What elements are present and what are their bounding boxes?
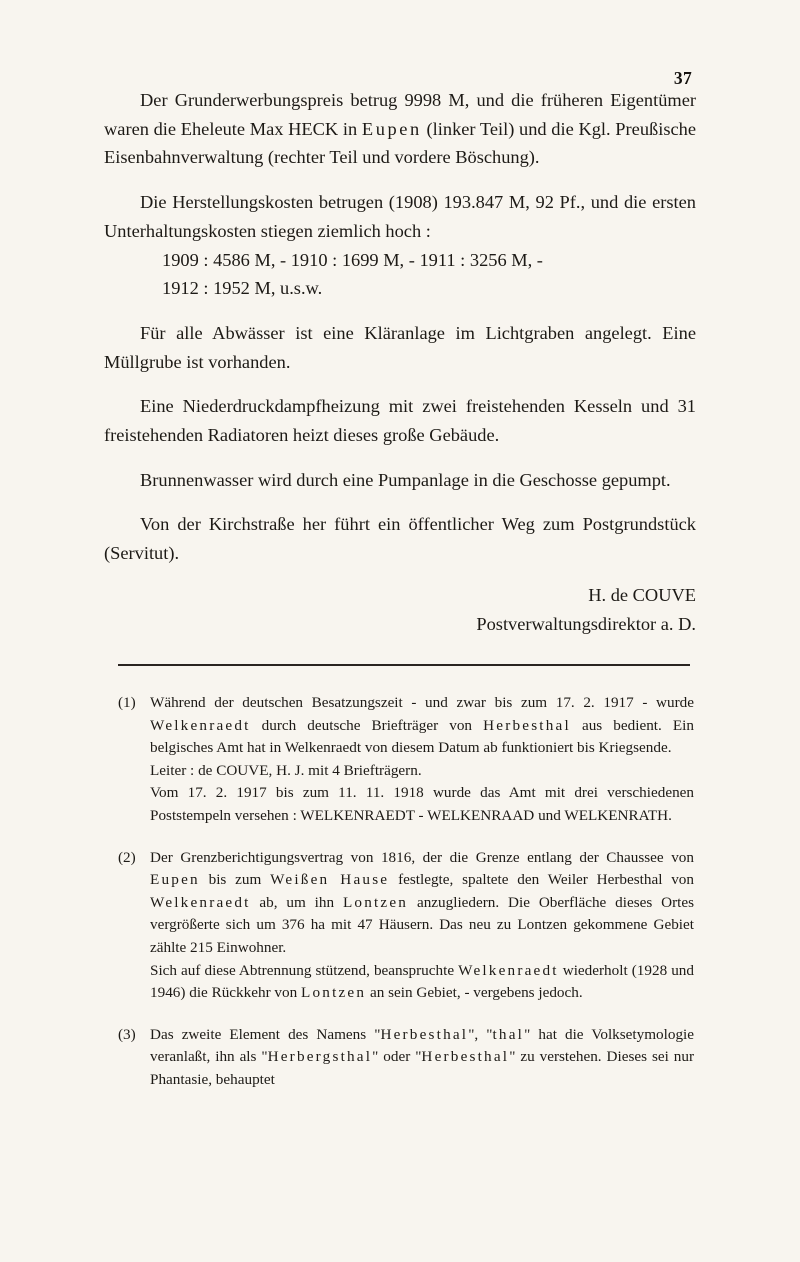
placename-lontzen: Lontzen xyxy=(342,893,409,911)
page-number: 37 xyxy=(673,68,692,88)
name-thal: thal xyxy=(492,1025,525,1043)
fn2-text-a: Der Grenzberichtigungsvertrag von 1816, der die Grenze entlang der Chaussee von xyxy=(150,848,694,866)
paragraph-3: Für alle Abwässer ist eine Kläranlage im Lichtgraben angelegt. Eine Müllgrube ist vorhanden. xyxy=(104,322,696,372)
footnote-2-paragraph-2 xyxy=(150,960,694,1005)
fn2b-text-c: an sein Gebiet, - vergebens jedoch. xyxy=(366,984,583,1002)
paragraph-1-part-a: Der Grunderwerbungspreis betrug 9998 M, und die früheren Eigentümer waren die Eheleute Max HECK in xyxy=(104,90,696,139)
paragraph-5: Brunnenwasser wird durch eine Pumpanlage in die Geschosse gepumpt. xyxy=(140,469,671,490)
fn3-text-c: " hat die Volksetymologie veranlaßt, ihn als " xyxy=(150,1025,694,1066)
footnote-divider xyxy=(118,664,690,666)
footnote-2 xyxy=(118,847,694,1005)
signature-name: H. de COUVE xyxy=(588,585,696,605)
placename-eupen: Eupen xyxy=(361,118,422,139)
footnote-2-marker: (2) xyxy=(118,848,136,866)
footnotes-section xyxy=(118,692,694,1092)
placename-eupen-fn: Eupen xyxy=(150,871,200,889)
fn2-text-e: anzugliedern. Die Oberfläche dieses Ortes vergrößerte sich um 376 ha mit 47 Häusern. Das neu zu Lontzen gekommene Gebiet zählte 215 Einwohner. xyxy=(150,893,695,956)
paragraph-2: Die Herstellungskosten betrugen (1908) 193.847 M, 92 Pf., und die ersten Unterhaltungskosten stiegen ziemlich hoch : xyxy=(104,192,696,241)
footnote-1-paragraph-2: Leiter : de COUVE, H. J. mit 4 Briefträgern. xyxy=(150,761,422,779)
footnote-1 xyxy=(118,692,694,828)
fn2b-text-a: Sich auf diese Abtrennung stützend, beanspruchte xyxy=(150,961,459,979)
fn1-text-c: aus bedient. Ein belgisches Amt hat in Welkenraedt von diesem Datum ab funktioniert bis Kriegsende. xyxy=(150,716,694,757)
fn3-text-e: " zu verstehen. Dieses sei nur Phantasie, behauptet xyxy=(150,1048,694,1088)
paragraph-4: Eine Niederdruckdampfheizung mit zwei freistehenden Kesseln und 31 freistehenden Radiatoren heizt dieses große Gebäude. xyxy=(104,396,696,446)
name-herbesthal-2: Herbesthal xyxy=(421,1048,510,1066)
signature-title: Postverwaltungsdirektor a. D. xyxy=(476,614,696,634)
placename-welkenraedt-fn2: Welkenraedt xyxy=(150,893,251,911)
cost-years-line-2: 1912 : 1952 M, u.s.w. xyxy=(162,278,323,299)
fn3-text-b: ", " xyxy=(468,1025,493,1043)
fn2b-text-b: wiederholt (1928 und 1946) die Rückkehr von xyxy=(150,961,694,1002)
name-herbergsthal: Herbergsthal xyxy=(267,1048,373,1066)
fn1-text-a: Während der deutschen Besatzungszeit - und zwar bis zum 17. 2. 1917 - wurde xyxy=(150,694,694,711)
fn2-text-b: bis zum xyxy=(199,871,271,889)
signature-block xyxy=(104,581,696,639)
cost-years-line-1: 1909 : 4586 M, - 1910 : 1699 M, - 1911 : 3256 M, - xyxy=(162,249,543,270)
fn1-text-b: durch deutsche Briefträger von xyxy=(250,716,484,734)
placename-welkenraedt: Welkenraedt xyxy=(150,716,251,734)
footnote-3-paragraph-1 xyxy=(150,1024,694,1092)
paragraph-6: Von der Kirchstraße her führt ein öffentlicher Weg zum Postgrundstück (Servitut). xyxy=(104,514,696,564)
name-herbesthal-1: Herbesthal xyxy=(380,1025,469,1043)
placename-lontzen-fn2b: Lontzen xyxy=(301,984,367,1002)
footnote-1-marker: (1) xyxy=(118,694,136,711)
fn3-text-d: " oder " xyxy=(372,1048,422,1066)
placename-welkenraedt-fn2b: Welkenraedt xyxy=(458,961,559,979)
placename-herbesthal: Herbesthal xyxy=(483,716,571,734)
footnote-3 xyxy=(118,1024,694,1092)
footnote-3-marker: (3) xyxy=(118,1025,136,1043)
paragraph-1-part-b: (linker Teil) und die Kgl. Preußische Eisenbahnverwaltung (rechter Teil und vordere Böschung). xyxy=(104,118,696,168)
footnote-1-paragraph-1 xyxy=(150,692,694,760)
fn2-text-d: ab, um ihn xyxy=(250,893,343,911)
footnote-2-paragraph-1 xyxy=(150,847,694,960)
footnote-1-paragraph-3: Vom 17. 2. 1917 bis zum 11. 11. 1918 wurde das Amt mit drei verschiedenen Poststempeln versehen : WELKENRAEDT - WELKENRAAD und WELKENRATH. xyxy=(150,784,694,824)
paragraph-1 xyxy=(104,86,696,172)
main-text-block xyxy=(104,86,696,569)
placename-weissen-hause: Weißen Hause xyxy=(270,871,390,889)
fn3-text-a: Das zweite Element des Namens " xyxy=(150,1025,381,1043)
fn2-text-c: festlegte, spaltete den Weiler Herbesthal von xyxy=(389,871,694,889)
